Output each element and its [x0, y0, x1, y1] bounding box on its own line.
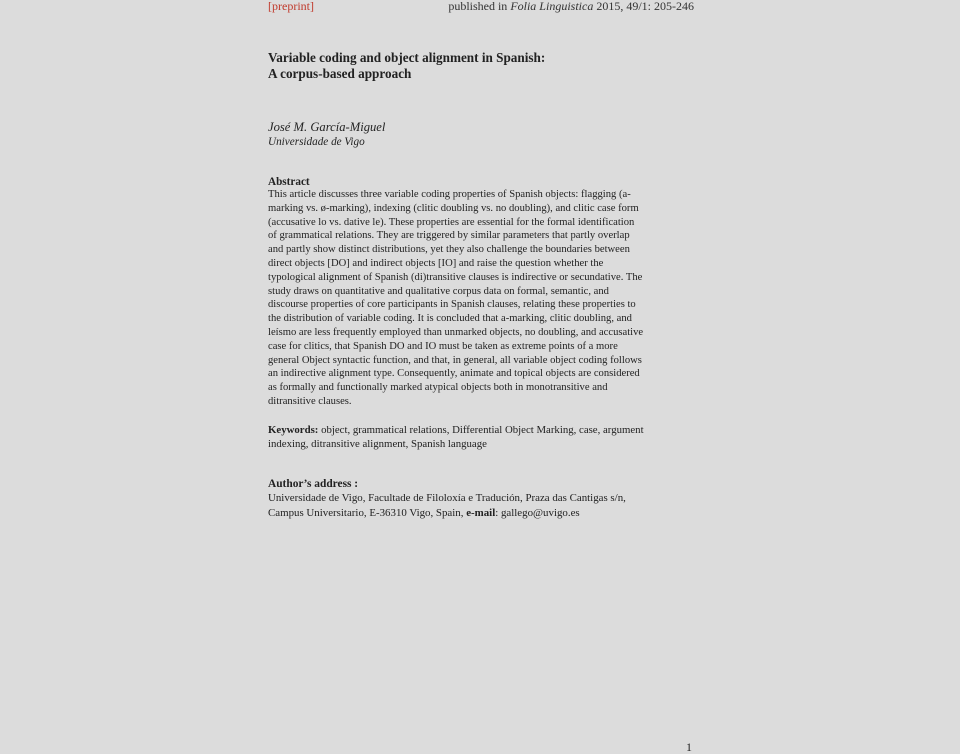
- keywords-line-1: [268, 423, 694, 437]
- publication-info: [448, 0, 694, 14]
- address-line-2-text: Campus Universitario, E-36310 Vigo, Spain,: [268, 506, 467, 519]
- abstract-line: as formally and functionally marked atypical objects both in monotransitive and: [268, 382, 608, 394]
- publication-prefix: published in: [448, 0, 511, 13]
- address-line-1: Universidade de Vigo, Facultade de Filoloxía e Tradución, Praza das Cantigas s/n,: [268, 492, 626, 504]
- abstract-line: (accusative lo vs. dative le). These properties are essential for the formal identification: [268, 216, 635, 228]
- page-number: 1: [686, 740, 692, 754]
- preprint-tag: [preprint]: [268, 0, 314, 13]
- abstract-line: marking vs. ø-marking), indexing (clitic doubling vs. no doubling), and clitic case form: [268, 202, 639, 214]
- abstract-line: the distribution of variable coding. It is concluded that a-marking, clitic doubling, and: [268, 313, 632, 325]
- abstract-body: [268, 188, 694, 409]
- abstract-line: of grammatical relations. They are triggered by similar parameters that partly overlap: [268, 230, 630, 242]
- abstract-line: study draws on quantitative and qualitative corpus data on formal, semantic, and: [268, 285, 609, 297]
- abstract-line: leísmo are less frequently employed than unmarked objects, no doubling, and accusative: [268, 326, 644, 338]
- abstract-line: an indirective alignment type. Consequently, animate and topical objects are considered: [268, 368, 640, 380]
- abstract-line: ditransitive clauses.: [268, 395, 352, 407]
- keywords-text-1: object, grammatical relations, Differential Object Marking, case, argument: [318, 424, 644, 436]
- running-header: [268, 0, 694, 14]
- address-heading: Author’s address :: [268, 478, 359, 490]
- keywords-label: Keywords:: [268, 424, 319, 436]
- abstract-heading: Abstract: [268, 176, 310, 188]
- title-line-2: A corpus-based approach: [268, 66, 412, 81]
- keywords-line-2: indexing, ditransitive alignment, Spanish language: [268, 438, 487, 450]
- abstract-line: This article discusses three variable coding properties of Spanish objects: flagging (a-: [268, 189, 631, 200]
- author-affiliation: Universidade de Vigo: [268, 136, 365, 148]
- abstract-line: typological alignment of Spanish (di)transitive clauses is indirective or secundative. The: [268, 271, 643, 283]
- email-label: e-mail: [466, 506, 496, 519]
- keywords-section: [268, 423, 694, 451]
- abstract-line: case for clitics, that Spanish DO and IO must be taken as extreme points of a more: [268, 340, 618, 352]
- journal-name: Folia Linguistica: [510, 0, 594, 13]
- abstract-line: discourse properties of core participants in Spanish clauses, relating these properties to: [268, 299, 636, 311]
- publication-details: 2015, 49/1: 205-246: [593, 0, 694, 13]
- abstract-line: and partly show distinct distributions, yet they also challenge the boundaries between: [268, 244, 630, 256]
- address-body: [268, 491, 698, 520]
- address-line-2: [268, 506, 698, 521]
- title-line-1: Variable coding and object alignment in Spanish:: [268, 50, 546, 65]
- paper-title: [268, 50, 698, 82]
- email-address: : gallego@uvigo.es: [495, 506, 580, 519]
- abstract-line: general Object syntactic function, and that, in general, all variable object coding follows: [268, 354, 642, 366]
- abstract-line: direct objects [DO] and indirect objects [IO] and raise the question whether the: [268, 257, 604, 269]
- author-name: José M. García-Miguel: [268, 120, 386, 134]
